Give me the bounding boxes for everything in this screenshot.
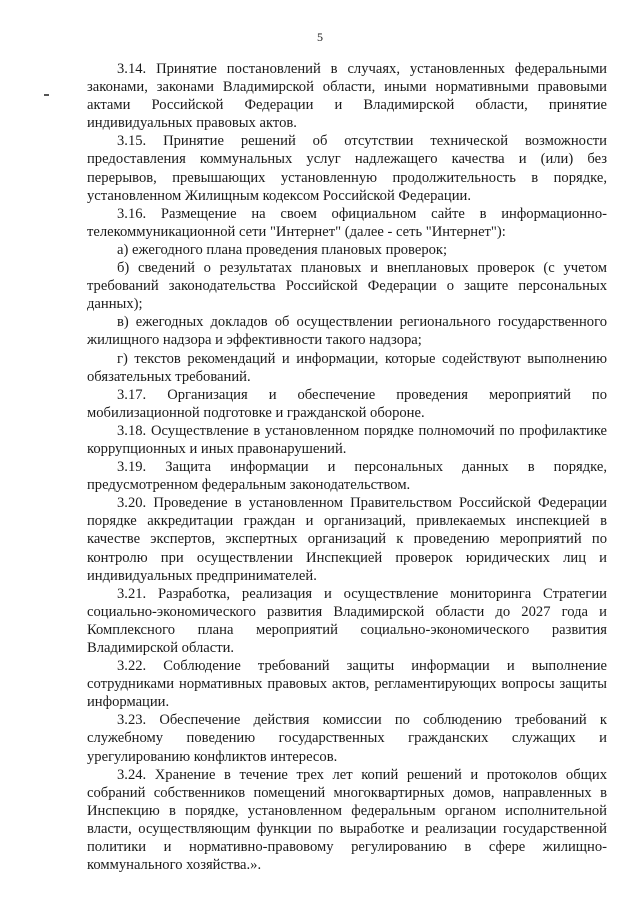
list-item-g: г) текстов рекомендаций и информации, которые содействуют выполнению обязательных требований. <box>87 350 607 385</box>
paragraph-3-16: 3.16. Размещение на своем официальном сайте в информационно-телекоммуникационной сети "Интернет" (далее - сеть "Интернет"): <box>87 205 607 240</box>
list-item-v: в) ежегодных докладов об осуществлении регионального государственного жилищного надзора и эффективности такого надзора; <box>87 314 607 349</box>
list-item-a: а) ежегодного плана проведения плановых проверок; <box>117 241 448 258</box>
paragraph-3-20: 3.20. Проведение в установленном Правительством Российской Федерации порядке аккредитации граждан и организаций, привлекаемых инспекцией в качестве экспертов, экспертных организаций к проведению мероприятий по контролю при осуществлении Инспекцией проверок юридических лиц и индивидуальных предпринимателей. <box>87 495 607 584</box>
list-item-b: б) сведений о результатах плановых и внеплановых проверок (с учетом требований законодательства Российской Федерации о защите персональных данных); <box>87 260 607 313</box>
scan-mark <box>44 94 49 96</box>
paragraph-3-18: 3.18. Осуществление в установленном порядке полномочий по профилактике коррупционных и иных правонарушений. <box>87 422 607 457</box>
paragraph-3-21: 3.21. Разработка, реализация и осуществление мониторинга Стратегии социально-экономического развития Владимирской области до 2027 года и Комплексного плана мероприятий социально-экономического развития Владимирской области. <box>87 585 607 656</box>
paragraph-3-22: 3.22. Соблюдение требований защиты информации и выполнение сотрудниками нормативных правовых актов, регламентирующих вопросы защиты информации. <box>87 658 607 711</box>
paragraph-3-14: 3.14. Принятие постановлений в случаях, установленных федеральными законами, законами Владимирской области, иными нормативными правовыми актами Российской Федерации и Владимирской области, принятие индивидуальных правовых актов. <box>87 61 607 132</box>
paragraph-3-19: 3.19. Защита информации и персональных данных в порядке, предусмотренном федеральным законодательством. <box>87 459 607 494</box>
paragraph-3-24: 3.24. Хранение в течение трех лет копий решений и протоколов общих собраний собственников помещений многоквартирных домов, направленных в Инспекцию в порядке, установленном федеральным органом исполнительной власти, осуществляющим функции по выработке и реализации государственной политики и нормативно-правовому регулированию в сфере жилищно-коммунального хозяйства.». <box>87 766 607 874</box>
paragraph-3-15: 3.15. Принятие решений об отсутствии технической возможности предоставления коммунальных услуг надлежащего качества и (или) без перерывов, превышающих установленную продолжительность в порядке, установленном Жилищным кодексом Российской Федерации. <box>87 133 607 204</box>
paragraph-3-17: 3.17. Организация и обеспечение проведения мероприятий по мобилизационной подготовке и гражданской обороне. <box>87 386 607 421</box>
paragraph-3-23: 3.23. Обеспечение действия комиссии по соблюдению требований к служебному поведению государственных гражданских служащих и урегулированию конфликтов интересов. <box>87 712 607 765</box>
page-number: 5 <box>317 30 323 44</box>
document-body <box>87 60 607 874</box>
